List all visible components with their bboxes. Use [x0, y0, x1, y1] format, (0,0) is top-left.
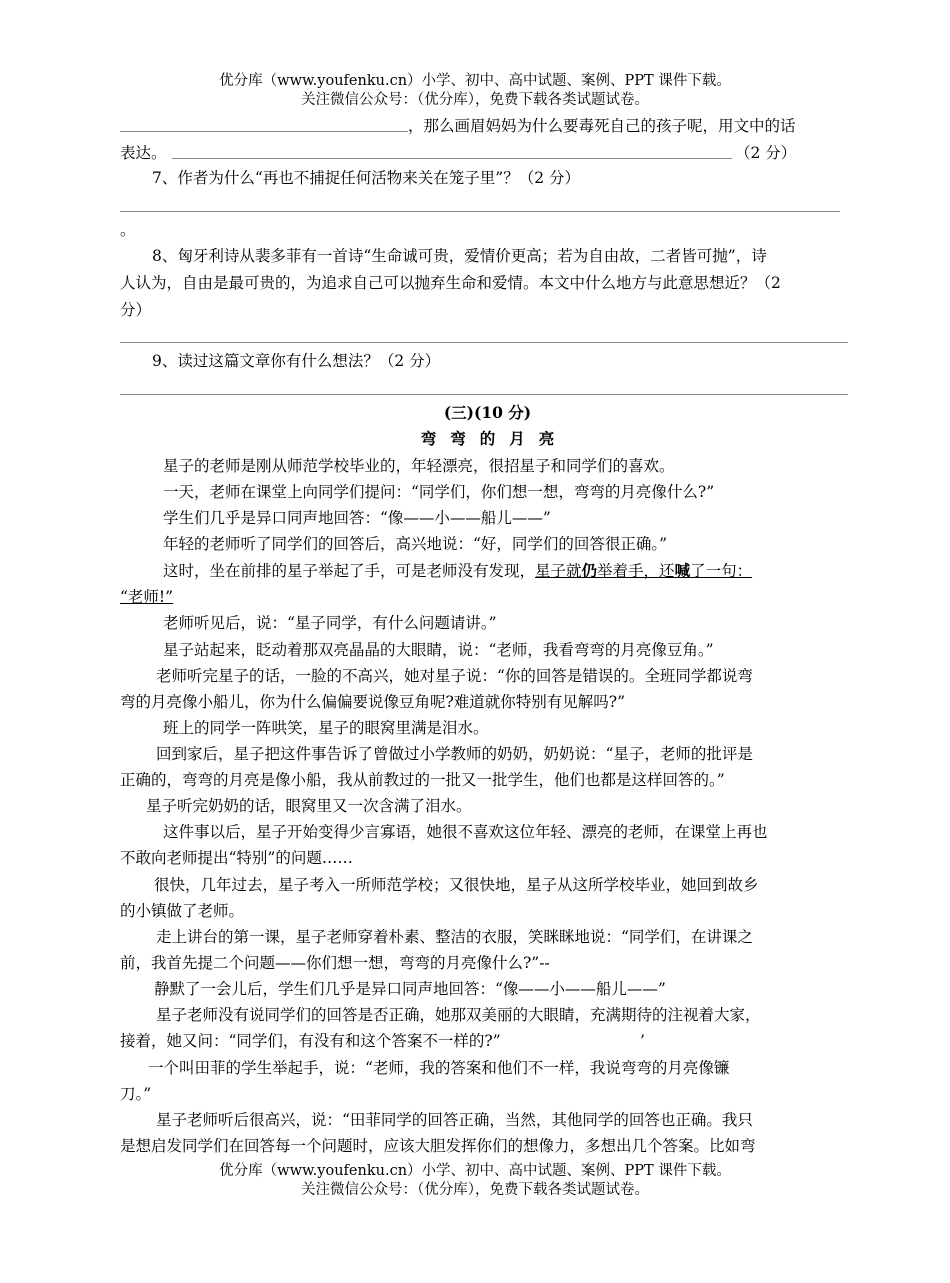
paragraph-14-line-2: 前，我首先提二个问题——你们想一想，弯弯的月亮像什么?”-- [120, 954, 550, 972]
question-9: 9、读过这篇文章你有什么想法？（2 分） [152, 352, 441, 370]
paragraph-17-line-2: 刀。” [120, 1085, 152, 1103]
paragraph-5-text: 这时，坐在前排的星子举起了手，可是老师没有发现， [163, 562, 536, 580]
underlined-phrase: 星子就 [535, 562, 582, 580]
footer-line-2: 关注微信公众号：（优分库），免费下载各类试题试卷。 [301, 1182, 649, 1198]
paragraph-12-line-1: 这件事以后，星子开始变得少言寡语，她很不喜欢这位年轻、漂亮的老师，在课堂上再也 [163, 823, 768, 841]
stray-mark: ’ [640, 1032, 645, 1050]
paragraph-2: 一天，老师在课堂上向同学们提问：“同学们，你们想一想，弯弯的月亮像什么?” [163, 483, 715, 501]
page-header [0, 72, 950, 110]
paragraph-12-line-2: 不敢向老师提出“特别”的问题…… [120, 849, 353, 867]
answer-blank-line [172, 158, 732, 159]
paragraph-5-line-1 [163, 558, 855, 584]
paragraph-5-line-2 [120, 584, 855, 610]
q6-line-1: ，那么画眉妈妈为什么要毒死自己的孩子呢，用文中的话 [408, 117, 796, 135]
paragraph-17-line-1: 一个叫田菲的学生举起手，说：“老师，我的答案和他们不一样，我说弯弯的月亮像镰 [148, 1059, 730, 1077]
question-8-line-3: 分） [120, 301, 152, 319]
paragraph-16-line-1: 星子老师没有说同学们的回答是否正确，她那双美丽的大眼睛，充满期待的注视着大家， [156, 1006, 761, 1024]
paragraph-9: 班上的同学一阵哄笑，星子的眼窝里满是泪水。 [163, 719, 489, 737]
underlined-phrase: “老师!” [120, 588, 174, 606]
paragraph-15: 静默了一会儿后，学生们几乎是异口同声地回答：“像——小——船儿——” [154, 980, 666, 998]
paragraph-18-line-1: 星子老师听后很高兴，说：“田菲同学的回答正确，当然，其他同学的回答也正确。我只 [156, 1111, 753, 1129]
underlined-phrase: 举着手，还 [597, 562, 675, 580]
paragraph-13-line-1: 很快，几年过去，星子考入一所师范学校；又很快地，星子从这所学校毕业，她回到故乡 [154, 876, 759, 894]
header-line-1: 优分库（www.youfenku.cn）小学、初中、高中试题、案例、PPT 课件下载。 [219, 73, 731, 89]
paragraph-10-line-1: 回到家后，星子把这件事告诉了曾做过小学教师的奶奶，奶奶说：“星子，老师的批评是 [156, 745, 753, 763]
passage-title: 弯弯的月亮 [420, 429, 569, 448]
underlined-phrase: 了一句： [690, 562, 753, 580]
paragraph-13-line-2: 的小镇做了老师。 [120, 902, 245, 920]
paragraph-3: 学生们几乎是异口同声地回答：“像——小——船儿——” [163, 509, 551, 527]
paragraph-1: 星子的老师是刚从师范学校毕业的，年轻漂亮，很招星子和同学们的喜欢。 [163, 457, 675, 475]
paragraph-16-line-2 [120, 1028, 855, 1054]
section-heading: (三)(10 分) [443, 403, 532, 422]
paragraph-8-line-1: 老师听完星子的话，一脸的不高兴，她对星子说：“你的回答是错误的。全班同学都说弯 [156, 667, 753, 685]
q6-score: （2 分） [735, 144, 797, 162]
q7-end-mark: 。 [120, 221, 136, 239]
footer-line-1: 优分库（www.youfenku.cn）小学、初中、高中试题、案例、PPT 课件下载。 [219, 1163, 731, 1179]
answer-line-q7 [120, 211, 840, 212]
paragraph-8-line-2: 弯的月亮像小船儿，你为什么偏偏要说像豆角呢?难道就你特别有见解吗?” [120, 693, 626, 711]
paragraph-18-line-2: 是想启发同学们在回答每一个问题时，应该大胆发挥你们的想像力，多想出几个答案。比如弯 [120, 1137, 756, 1155]
paragraph-6: 老师听见后，说：“星子同学，有什么问题请讲。” [163, 614, 497, 632]
answer-line-q9 [120, 394, 848, 395]
emphasized-word-han: 喊 [674, 561, 691, 580]
paragraph-14-line-1: 走上讲台的第一课，星子老师穿着朴素、整洁的衣服，笑眯眯地说：“同学们，在讲课之 [156, 928, 753, 946]
q6-line-2-start: 表达。 [120, 144, 167, 162]
answer-line-q8 [120, 342, 848, 343]
paragraph-16-text: 接着，她又问：“同学们，有没有和这个答案不一样的?” [120, 1032, 501, 1050]
question-8-line-2: 人认为，自由是最可贵的，为追求自己可以抛弃生命和爱情。本文中什么地方与此意思想近？（2 [120, 274, 781, 292]
page-footer [0, 1162, 950, 1200]
question-8-line-1: 8、匈牙利诗从裴多菲有一首诗“生命诚可贵，爱情价更高；若为自由故，二者皆可抛”，诗 [152, 247, 767, 265]
paragraph-7: 星子站起来，眨动着那双亮晶晶的大眼睛，说：“老师，我看弯弯的月亮像豆角。” [163, 641, 714, 659]
paragraph-4: 年轻的老师听了同学们的回答后，高兴地说：“好，同学们的回答很正确。” [163, 535, 668, 553]
paragraph-10-line-2: 正确的，弯弯的月亮是像小船，我从前教过的一批又一批学生，他们也都是这样回答的。” [120, 771, 725, 789]
paragraph-11: 星子听完奶奶的话，眼窝里又一次含满了泪水。 [146, 797, 472, 815]
header-line-2: 关注微信公众号：（优分库），免费下载各类试题试卷。 [301, 92, 649, 108]
answer-blank-line [120, 131, 408, 132]
emphasized-word-reng: 仍 [581, 561, 598, 580]
question-7: 7、作者为什么“再也不捕捉任何活物来关在笼子里”？（2 分） [152, 169, 581, 187]
